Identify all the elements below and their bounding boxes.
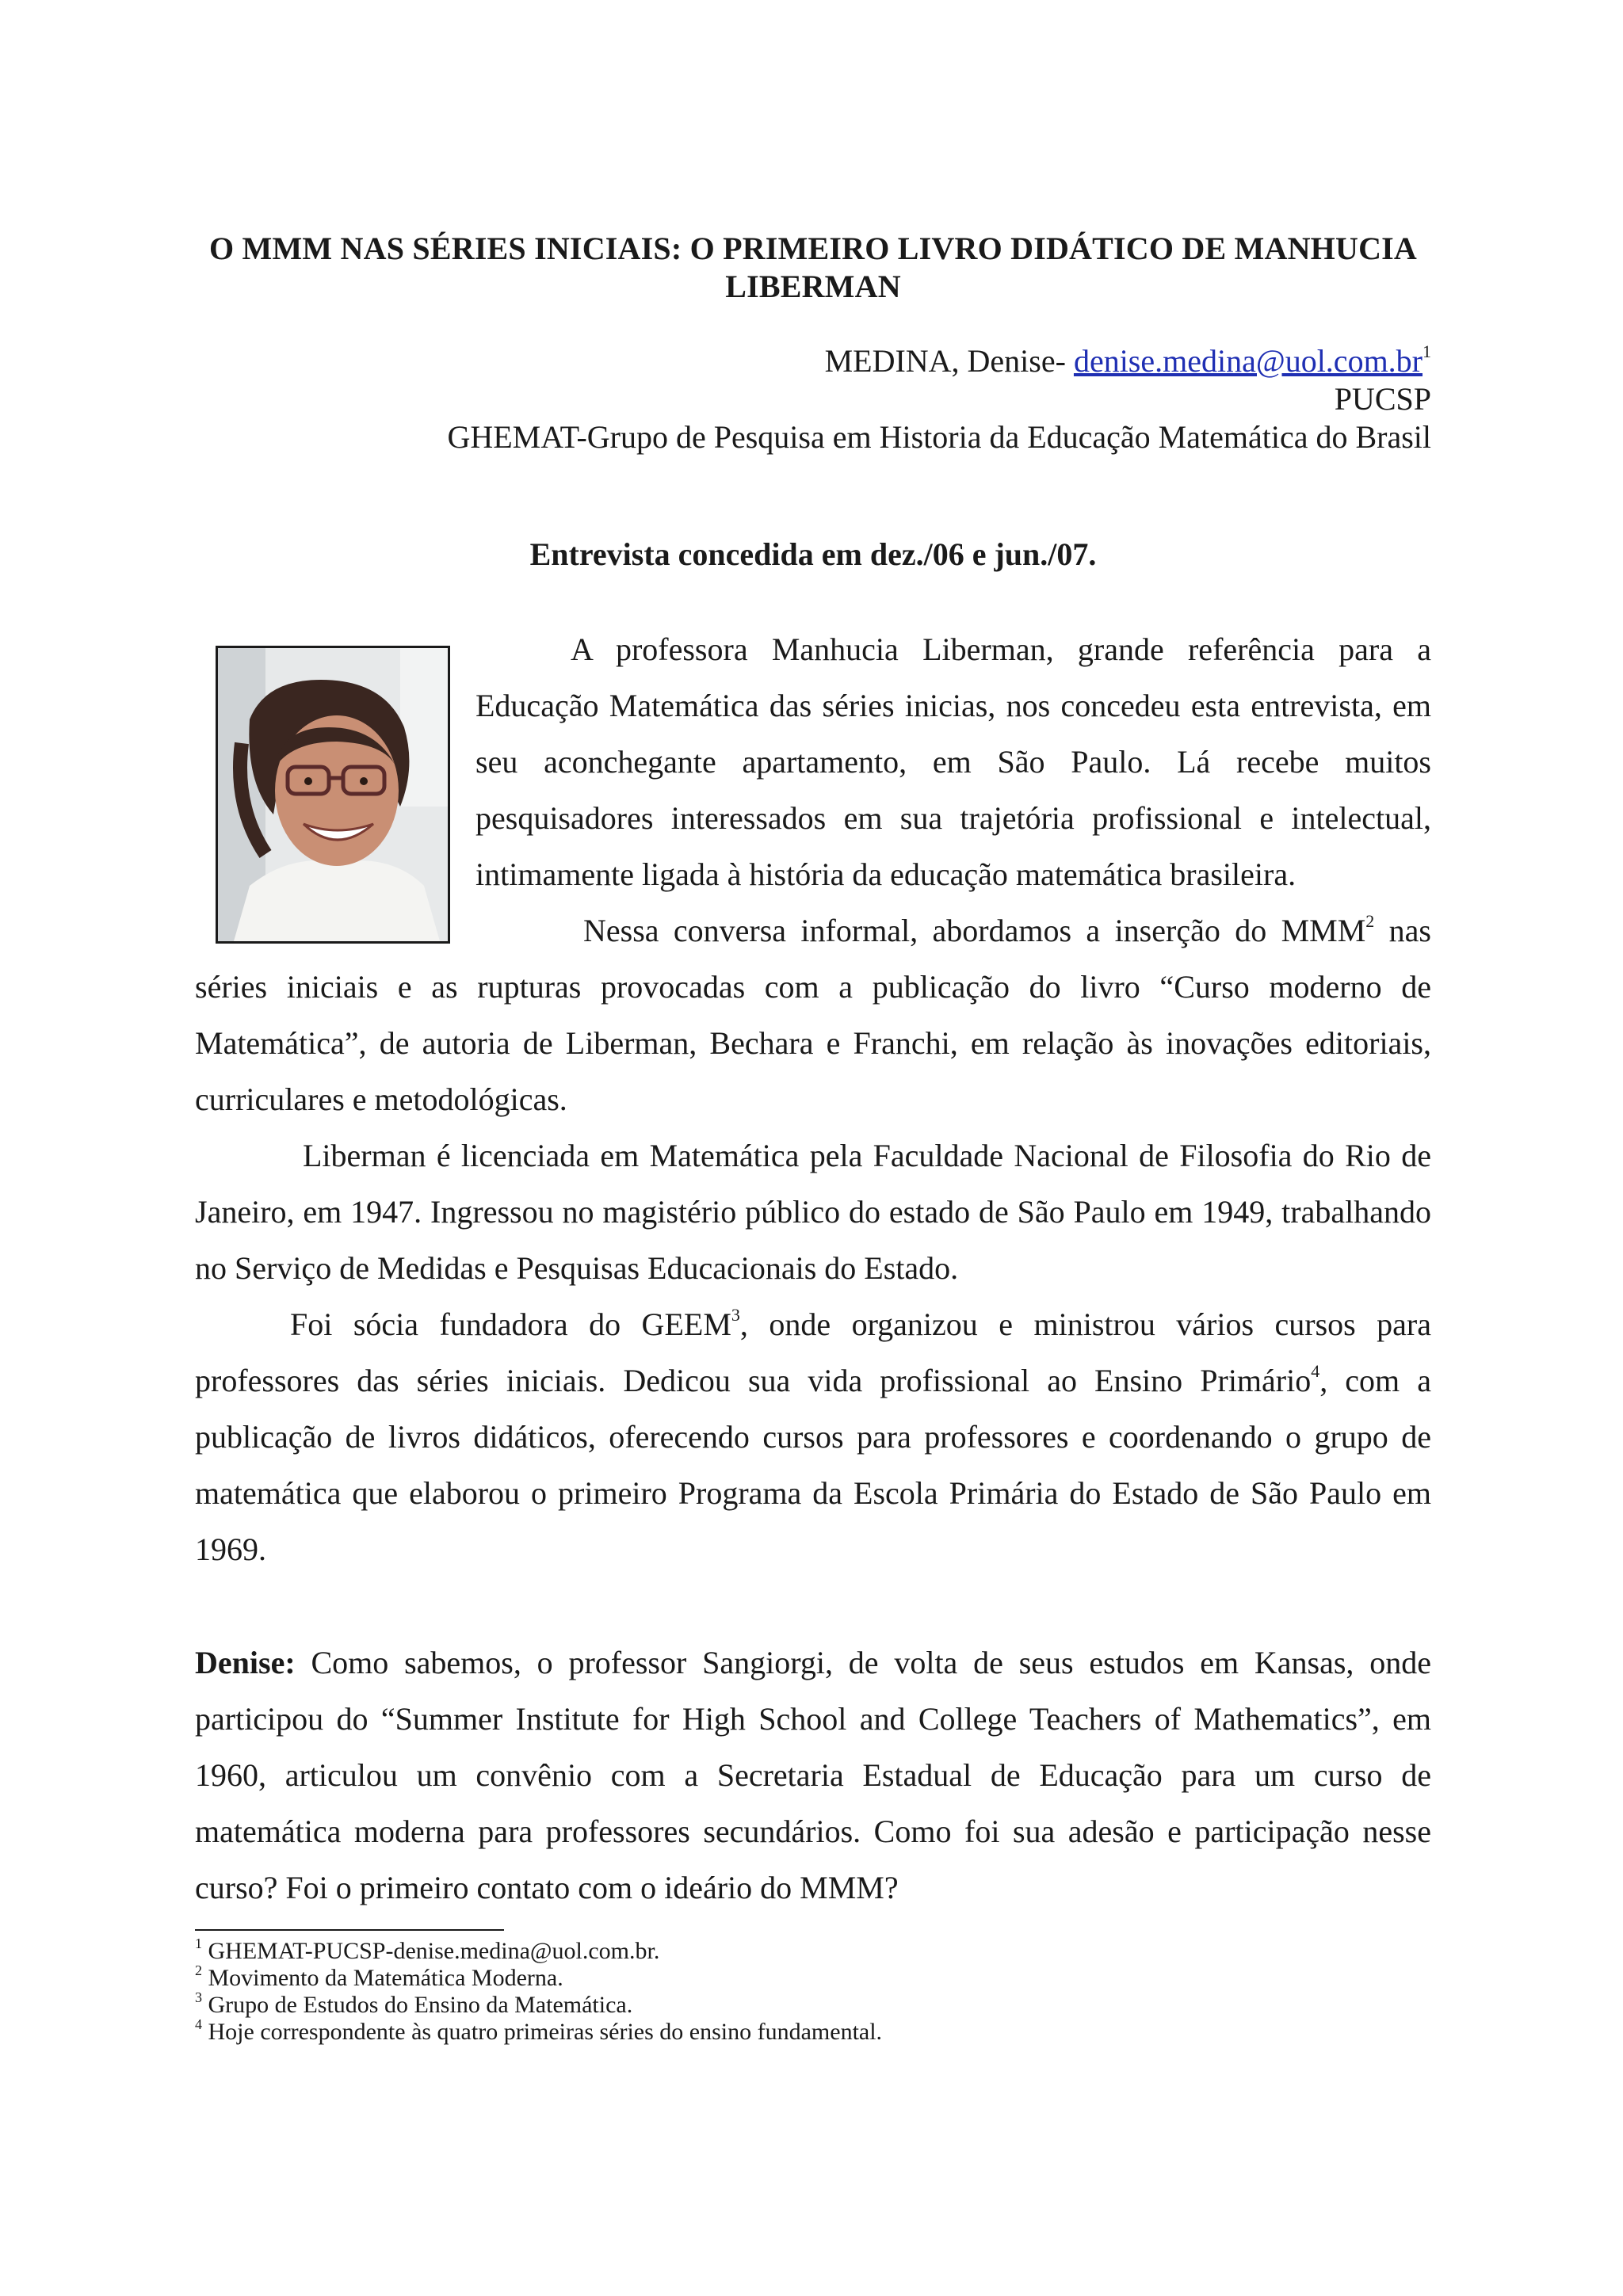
footnote-num: 3 [195,1989,202,2005]
footnote-ref-2: 2 [1365,910,1375,931]
interview-question [195,1634,1431,1916]
intro-paragraph [475,621,1431,902]
portrait-image [218,648,448,941]
paragraph-4-text-c: , com a publicação de livros didáticos, oferecendo cursos para professores e coordenando o grupo de matemática que elaborou o primeiro Programa da Escola Primária do Estado de São Paulo em 1969. [195,1363,1432,1567]
portrait-photo [216,646,450,944]
author-group: GHEMAT-Grupo de Pesquisa em Historia da Educação Matemática do Brasil [447,419,1431,455]
paragraph-2-text-b: nas séries iniciais e as rupturas provocadas com a publicação do livro “Curso moderno de Matemática”, de autoria de Liberman, Bechara e Franchi, em relação às inovações editoriais, curriculares e metodológicas. [195,913,1431,1117]
footnote-ref-4: 4 [1311,1360,1320,1381]
footnote-2 [195,1962,1431,1992]
paragraph-2 [195,902,1431,1127]
interview-date: Entrevista concedida em dez./06 e jun./07. [529,536,1097,572]
footnote-divider [195,1929,504,1931]
paragraph-4 [195,1296,1431,1577]
footnote-4 [195,2016,1431,2046]
author-block [195,342,1431,456]
footnote-text: Hoje correspondente às quatro primeiras séries do ensino fundamental. [202,2019,883,2045]
author-name: MEDINA, Denise- [824,343,1074,379]
footnote-3 [195,1989,1431,2019]
footnote-text: Movimento da Matemática Moderna. [202,1965,563,1991]
paragraph-4-text-b: , onde organizou e ministrou vários cursos para professores das séries iniciais. Dedicou sua vida profissional ao Ensino Primário [195,1306,1432,1398]
speaker-label: Denise: [195,1645,296,1680]
paragraph-3 [195,1127,1431,1296]
intro-text: A professora Manhucia Liberman, grande referência para a Educação Matemática das séries inicias, nos concedeu esta entrevista, em seu aconchegante apartamento, em São Paulo. Lá recebe muitos pesquisadores interessados em sua trajetória profissional e intelectual, intimamente ligada à história da educação matemática brasileira. [475,631,1431,892]
footnote-1 [195,1938,1431,1965]
footnote-ref-3: 3 [731,1304,740,1325]
footnote-num: 4 [195,2016,202,2032]
author-institution: PUCSP [1334,381,1431,417]
footnote-num: 2 [195,1962,202,1978]
paragraph-3-text: Liberman é licenciada em Matemática pela Faculdade Nacional de Filosofia do Rio de Janeiro, em 1947. Ingressou no magistério público do estado de São Paulo em 1949, trabalhando no Serviço de Medidas e Pesquisas Educacionais do Estado. [195,1138,1431,1286]
paragraph-2-text-a: Nessa conversa informal, abordamos a inserção do MMM [583,913,1366,948]
paragraph-4-text-a: Foi sócia fundadora do GEEM [290,1306,731,1342]
article-title: O MMM NAS SÉRIES INICIAIS: O PRIMEIRO LIVRO DIDÁTICO DE MANHUCIA LIBERMAN [208,231,1418,304]
footnote-num: 1 [195,1936,202,1951]
footnotes [195,1938,1431,2046]
author-email-link[interactable]: denise.medina@uol.com.br [1073,343,1423,379]
footnote-text: Grupo de Estudos do Ensino da Matemática. [202,1992,633,2018]
question-text: Como sabemos, o professor Sangiorgi, de volta de seus estudos em Kansas, onde participou do “Summer Institute for High School and College Teachers of Mathematics”, em 1960, articulou um convênio com a Secretaria Estadual de Educação para um curso de matemática moderna para professores secundários. Como foi sua adesão e participação nesse curso? Foi o primeiro contato com o ideário do MMM? [195,1645,1431,1905]
footnote-text: GHEMAT-PUCSP-denise.medina@uol.com.br. [202,1938,660,1964]
footnote-ref-1: 1 [1423,341,1431,361]
author-line [195,342,1431,380]
